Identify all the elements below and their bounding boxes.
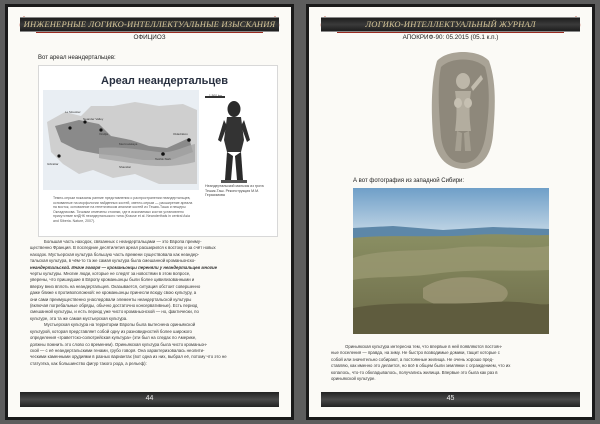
article-body (331, 344, 577, 382)
map-scale: 1,500 km (209, 94, 223, 98)
page-header (321, 17, 580, 32)
paragraph-line: собой или значительно собирают, а постоянные жилища. Не очень хорошо пред- (331, 356, 494, 362)
paragraph-line: ориньякской культуре. (331, 376, 376, 382)
neanderthal-boy-statue-icon (209, 100, 259, 184)
section-label: ОФИЦИОЗ (133, 34, 166, 41)
paragraph-line: уверены, что пришедшие в Европу кроманьонцы были более цивилизованными и (30, 277, 195, 283)
paragraph-line: неандертальской. Иначе говоря — кроманьонцы переняли у неандертальцев многие (30, 264, 218, 270)
paragraph-line: Мустьерская культура на территории Европы была вытеснена ориньякской (44, 322, 196, 328)
paragraph-line: щественно Франция. В последние десятилетия ареал расширился к востоку и за счёт новых (30, 245, 216, 251)
city-label: Le Moustier (65, 110, 81, 114)
paragraph-line: Большая часть находок, связанных с неандертальцами — это Европа преиму- (44, 239, 202, 244)
header-title: ИНЖЕНЕРНЫЕ ЛОГИКО-ИНТЕЛЛЕКТУАЛЬНЫЕ ИЗЫСКАНИЯ (23, 19, 276, 29)
city-label: Vindija (99, 132, 108, 136)
paragraph-line: статуэтка, как большинство фигур такого рода, а рельеф): (30, 360, 147, 366)
page-number: 44 (145, 395, 154, 402)
city-label: Teshik-Tash (155, 157, 171, 161)
paragraph-line: находок. Мустьерская культура большую часть времени существовала как неандер- (30, 251, 200, 257)
venus-relief-photo (427, 47, 499, 171)
map-title: Ареал неандертальцев (101, 75, 229, 87)
paragraph-line: ской — с её неандертальскими генами, грубо говоря. Она характеризовалась неолити- (30, 347, 205, 353)
paragraph-line: смешанной культуры, и есть период уже чисто кроманьонской — но, фактически, по (30, 309, 199, 315)
section-label: АПОКРИФ-90: 05.2015 (05.1 к.п.) (402, 34, 499, 41)
paragraph-line: тальская культура, в чём-то та же самая культура была смешанной кроманьонско- (30, 258, 196, 264)
paragraph-line: (включая погребальные обряды, обычно достаточно консервативные). Есть период (30, 303, 198, 309)
paragraph-line: даже ближе к противоположной: не кроманьонцы принесли всюду свою культуру, а (30, 290, 197, 296)
city-label: Okladnikov (173, 132, 188, 136)
paragraph-line: копалось, что-то обкладывалось, получались жилища. Впервые это была как раз в (331, 369, 498, 375)
left-page (5, 4, 294, 420)
right-page (306, 4, 595, 420)
paragraph-line: культуре, эта та же самая мустьерская культура. (30, 315, 128, 321)
neanderthal-range-map (38, 65, 278, 237)
paragraph-line: определения «граветтско-солютрейская культура» (эти был на следах по Америке, (30, 335, 197, 341)
paragraph-line: культурой, которая представляет собой одну из разновидностей более широкого (30, 328, 192, 334)
paragraph-line: черты культуры. Многие люди, которые не следят за новостями в этом вопросе, (30, 271, 191, 277)
paragraph-line: ные поселения — правда, на зиму. Не быстро возводимые домики, тащит которые с (331, 350, 500, 356)
photo-caption: А вот фотография из западной Сибири: (353, 178, 465, 184)
header-title: ЛОГИКО-ИНТЕЛЛЕКТУАЛЬНЫЙ ЖУРНАЛ (365, 19, 536, 29)
article-body (30, 239, 276, 367)
paragraph-line: вверху вниз вплоть на неандертальцев. Оказывается, ситуация обстоит совершенно (30, 283, 201, 289)
city-label: Mezmaiskaya (119, 142, 138, 146)
page-number: 45 (446, 395, 455, 402)
paragraph-line: ческими каменными орудиями в разных вариантах (вот одна из них, выбрал её, потому что это не (30, 354, 227, 360)
siberia-landscape-photo (353, 188, 549, 334)
header-divider (36, 32, 263, 33)
statue-caption: Неандертальский мальчик из грота Тешик-Таш. Реконструкция М.М. Герасимова (205, 184, 264, 198)
page-footer (321, 392, 580, 407)
page-footer (20, 392, 279, 407)
city-label: Gibraltar (47, 162, 59, 166)
map-legend: Темно-серым показаны ранние представления о распространении неандертальцев, основанные на морфологии найденных костей, светло-серым — расширение ареала на восток, основанное на генетическом анализе костей из Тешик-Таша и пещеры Окладникова. Точками отмечены стоянки, где в ископаемых костях установлено присутствие мтДНК неандертальского типа (Krause et al. Neanderthals in central Asia and Siberia. Nature, 2007). (53, 196, 193, 223)
city-label: Shanidar (119, 165, 132, 169)
paragraph-line: они сами преимущественно унаследовали элементы неандертальской культуры (30, 296, 192, 302)
header-divider (337, 32, 564, 33)
map-caption: Вот ареал неандертальцев: (38, 55, 116, 61)
page-header (20, 17, 279, 32)
city-label: Neander Valley (83, 117, 104, 121)
paragraph-line: должны помнить это слово со временем). Ориньякская культура была чисто кроманьон- (30, 341, 208, 347)
paragraph-line: ставляю, как именно это делается, но всё в общем были землянки с ограждением, что их (331, 363, 511, 369)
paragraph-line: Ориньякская культура интересна тем, что впервые в ней появляются постоян- (345, 344, 503, 349)
